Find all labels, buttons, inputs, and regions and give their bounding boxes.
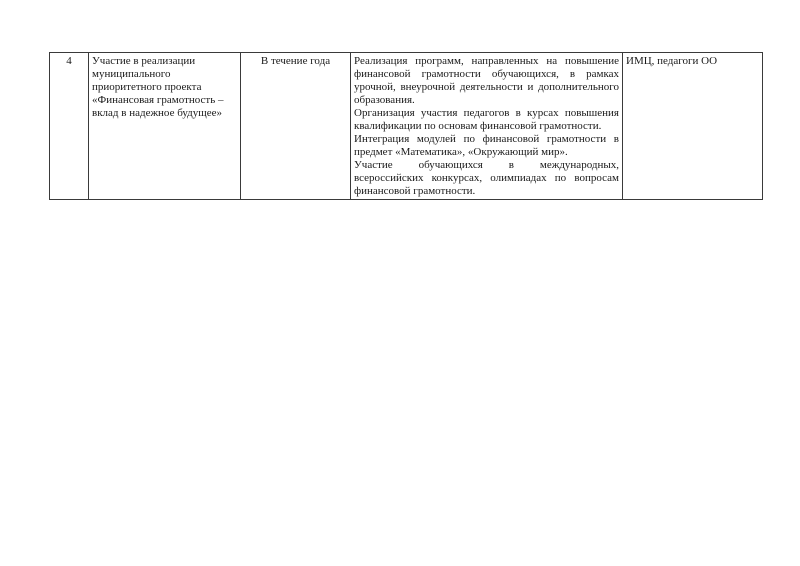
event-cell [89, 53, 241, 200]
content-paragraph: Участие обучающихся в международных, всероссийских конкурсах, олимпиадах по вопросам финансовой грамотности. [354, 159, 619, 197]
period-cell [241, 53, 351, 200]
event-line: Участие в реализации [92, 55, 196, 67]
event-line: приоритетного проекта [92, 81, 202, 93]
event-line: муниципального [92, 68, 171, 80]
table-row [50, 53, 763, 200]
responsible-text: ИМЦ, педагоги ОО [626, 55, 718, 67]
row-number-cell [50, 53, 89, 200]
event-line: «Финансовая грамотность – [92, 94, 224, 106]
content-paragraph: Интеграция модулей по финансовой грамотности в предмет «Математика», «Окружающий мир». [354, 133, 619, 158]
content-cell [351, 53, 623, 200]
event-line: вклад в надежное будущее» [92, 107, 223, 119]
content-paragraph: Организация участия педагогов в курсах повышения квалификации по основам финансовой грамотности. [354, 107, 619, 132]
content-paragraph: Реализация программ, направленных на повышение финансовой грамотности обучающихся, в рамках урочной, внеурочной деятельности и дополнительного образования. [354, 55, 619, 106]
row-number: 4 [66, 55, 72, 67]
period-text: В течение года [260, 55, 331, 67]
responsible-cell [623, 53, 763, 200]
plan-table [49, 52, 763, 200]
